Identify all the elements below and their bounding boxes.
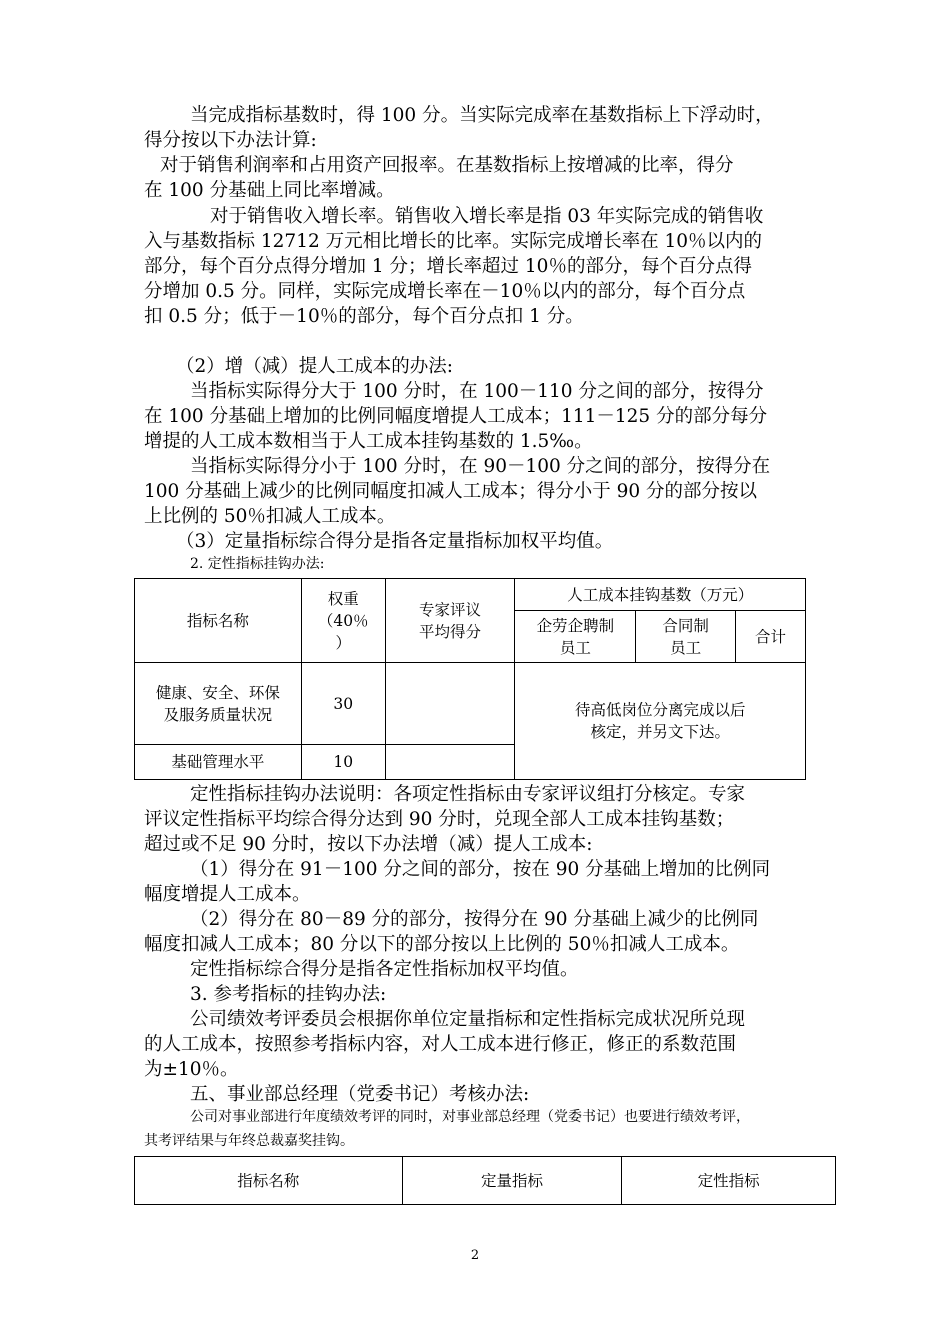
- merged-note-cell: 待高低岗位分离完成以后 核定，并另文下达。: [515, 663, 806, 780]
- section-heading: （2）增（减）提人工成本的办法:: [176, 356, 454, 377]
- paragraph-line: 100 分基础上减少的比例同幅度扣减人工成本；得分小于 90 分的部分按以: [144, 481, 757, 502]
- header-qualitative: 定性指标: [622, 1157, 836, 1205]
- paragraph-line: 上比例的 50％扣减人工成本。: [144, 506, 396, 527]
- paragraph-line: （2）得分在 80－89 分的部分，按得分在 90 分基础上减少的比例同: [190, 909, 759, 930]
- header-index-name: 指标名称: [135, 1157, 403, 1205]
- paragraph-line: （3）定量指标综合得分是指各定量指标加权平均值。: [176, 531, 614, 552]
- paragraph-line: 的人工成本，按照参考指标内容，对人工成本进行修正，修正的系数范围: [144, 1034, 737, 1055]
- qualitative-index-table: [134, 578, 806, 780]
- paragraph-line: 入与基数指标 12712 万元相比增长的比率。实际完成增长率在 10％以内的: [144, 231, 763, 252]
- section-heading: 2. 定性指标挂钩办法:: [190, 556, 325, 572]
- header-labor-cost-base: 人工成本挂钩基数（万元）: [515, 579, 806, 611]
- header-contract-staff: 合同制 员工: [636, 611, 736, 663]
- manager-assessment-table: [134, 1156, 836, 1205]
- section-heading: 3. 参考指标的挂钩办法:: [190, 984, 387, 1005]
- row-weight: 30: [301, 663, 385, 745]
- section-heading: 五、事业部总经理（党委书记）考核办法:: [190, 1084, 530, 1105]
- paragraph-line: 定性指标综合得分是指各定性指标加权平均值。: [190, 959, 579, 980]
- paragraph-line: 当指标实际得分大于 100 分时，在 100－110 分之间的部分，按得分: [190, 381, 764, 402]
- row-name: 基础管理水平: [135, 745, 302, 780]
- paragraph-line: （1）得分在 91－100 分之间的部分，按在 90 分基础上增加的比例同: [190, 859, 771, 880]
- header-enterprise-staff: 企劳企聘制 员工: [515, 611, 636, 663]
- header-expert-score: 专家评议 平均得分: [385, 579, 515, 663]
- paragraph-line: 幅度扣减人工成本；80 分以下的部分按以上比例的 50％扣减人工成本。: [144, 934, 740, 955]
- paragraph-line: 当指标实际得分小于 100 分时，在 90－100 分之间的部分，按得分在: [190, 456, 771, 477]
- paragraph-line: 幅度增提人工成本。: [144, 884, 311, 905]
- row-weight: 10: [301, 745, 385, 780]
- paragraph-line: 公司绩效考评委员会根据你单位定量指标和定性指标完成状况所兑现: [190, 1009, 746, 1030]
- paragraph-line: 部分，每个百分点得分增加 1 分；增长率超过 10％的部分，每个百分点得: [144, 256, 752, 277]
- paragraph-line: 当完成指标基数时，得 100 分。当实际完成率在基数指标上下浮动时，: [190, 105, 774, 126]
- paragraph-line: 增提的人工成本数相当于人工成本挂钩基数的 1.5‰。: [144, 431, 593, 452]
- paragraph-line: 为±10％。: [144, 1059, 239, 1080]
- row-name: 健康、安全、环保 及服务质量状况: [135, 663, 302, 745]
- paragraph-line: 扣 0.5 分；低于－10％的部分，每个百分点扣 1 分。: [144, 306, 584, 327]
- paragraph-line: 分增加 0.5 分。同样，实际完成增长率在－10％以内的部分，每个百分点: [144, 281, 746, 302]
- header-weight: 权重 （40％ ）: [301, 579, 385, 663]
- header-quantitative: 定量指标: [402, 1157, 622, 1205]
- paragraph-line: 定性指标挂钩办法说明：各项定性指标由专家评议组打分核定。专家: [190, 784, 746, 805]
- header-index-name: 指标名称: [135, 579, 302, 663]
- paragraph-line: 其考评结果与年终总裁嘉奖挂钩。: [144, 1133, 354, 1149]
- paragraph-line: 公司对事业部进行年度绩效考评的同时，对事业部总经理（党委书记）也要进行绩效考评，: [190, 1109, 750, 1125]
- paragraph-line: 对于销售收入增长率。销售收入增长率是指 03 年实际完成的销售收: [210, 206, 764, 227]
- paragraph-line: 超过或不足 90 分时，按以下办法增（减）提人工成本:: [144, 834, 593, 855]
- paragraph-line: 得分按以下办法计算:: [144, 130, 317, 151]
- row-score: [385, 745, 515, 780]
- paragraph-line: 在 100 分基础上同比率增减。: [144, 180, 395, 201]
- header-total: 合计: [736, 611, 806, 663]
- paragraph-line: 评议定性指标平均综合得分达到 90 分时，兑现全部人工成本挂钩基数；: [144, 809, 735, 830]
- page-number: 2: [470, 1248, 480, 1263]
- row-score: [385, 663, 515, 745]
- paragraph-line: 在 100 分基础上增加的比例同幅度增提人工成本；111－125 分的部分每分: [144, 406, 768, 427]
- paragraph-line: 对于销售利润率和占用资产回报率。在基数指标上按增减的比率，得分: [160, 155, 734, 176]
